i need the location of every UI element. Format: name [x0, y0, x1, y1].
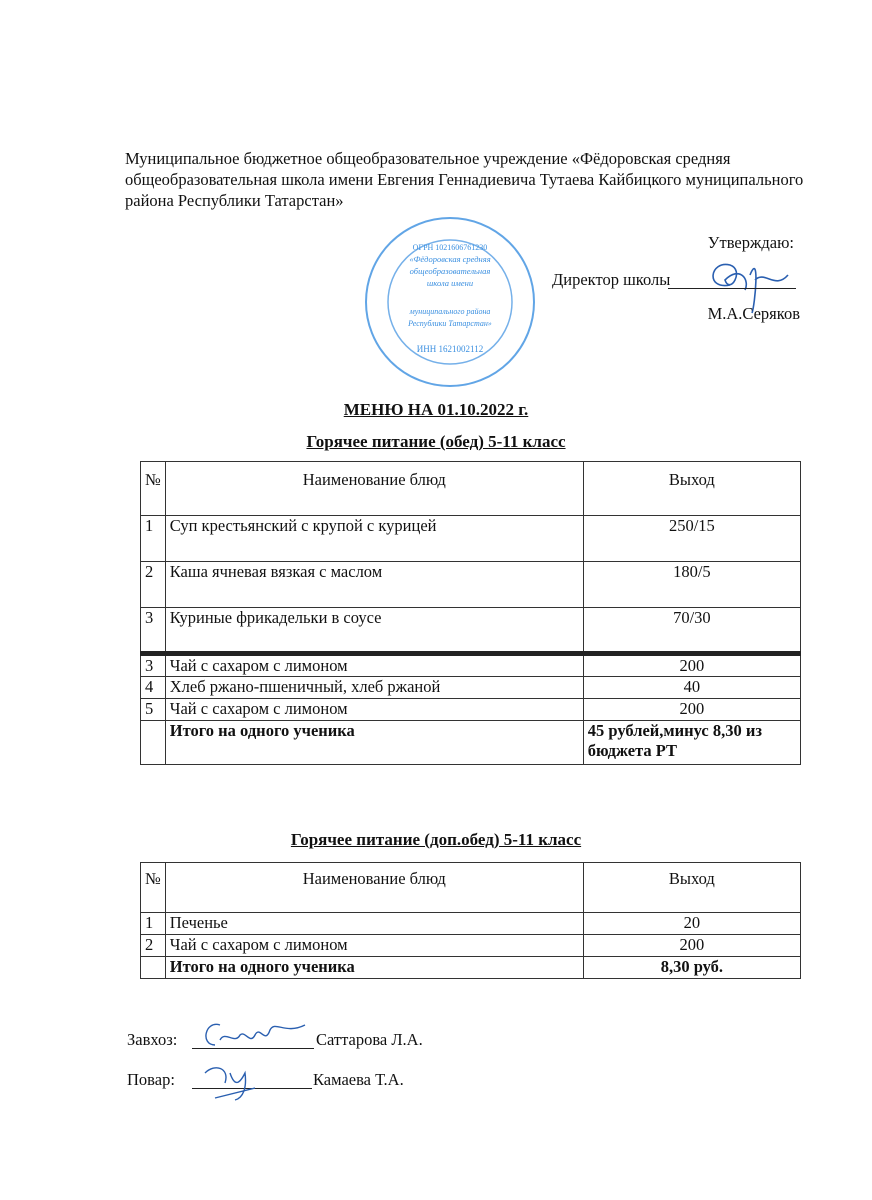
- dish-name: Печенье: [165, 913, 583, 935]
- table-header-row: [141, 462, 801, 516]
- svg-text:общеобразовательная: общеобразовательная: [409, 266, 491, 276]
- total-row: [141, 721, 801, 765]
- cook-role: Повар:: [127, 1070, 175, 1089]
- cook-name: Камаева Т.А.: [313, 1070, 404, 1089]
- dish-output: 70/30: [583, 608, 800, 654]
- row-number: 3: [141, 654, 166, 677]
- svg-text:школа имени: школа имени: [426, 278, 474, 288]
- table-row: [141, 935, 801, 957]
- director-name: М.А.Серяков: [707, 304, 800, 323]
- svg-text:ОГРН 1021606761230: ОГРН 1021606761230: [412, 243, 488, 252]
- dish-name: Чай с сахаром с лимоном: [165, 935, 583, 957]
- table-row: [141, 562, 801, 608]
- table-header-row: [141, 863, 801, 913]
- dish-output: 20: [583, 913, 800, 935]
- table-row: [141, 913, 801, 935]
- total-value: 8,30 руб.: [583, 957, 800, 979]
- row-number: 5: [141, 699, 166, 721]
- total-row: [141, 957, 801, 979]
- storekeeper-signature: [195, 1015, 315, 1055]
- dish-name: Чай с сахаром с лимоном: [165, 654, 583, 677]
- official-stamp: [360, 214, 540, 394]
- header-dish: Наименование блюд: [165, 863, 583, 913]
- section1-title: Горячее питание (обед) 5-11 класс: [306, 432, 566, 451]
- section2-title: Горячее питание (доп.обед) 5-11 класс: [290, 830, 582, 849]
- director-position: Директор школы: [552, 270, 671, 289]
- cook-signature: [195, 1058, 275, 1103]
- total-value: 45 рублей,минус 8,30 из бюджета РТ: [583, 721, 800, 765]
- row-number: 4: [141, 677, 166, 699]
- signature-line: [668, 288, 796, 289]
- header-output: Выход: [583, 462, 800, 516]
- table-row: [141, 677, 801, 699]
- lunch-menu-table: [140, 461, 801, 765]
- dish-output: 200: [583, 935, 800, 957]
- row-number: 1: [141, 913, 166, 935]
- row-number: 1: [141, 516, 166, 562]
- svg-text:Республики Татарстан»: Республики Татарстан»: [408, 319, 492, 328]
- dish-name: Чай с сахаром с лимоном: [165, 699, 583, 721]
- row-number: 2: [141, 935, 166, 957]
- row-number: 3: [141, 608, 166, 654]
- total-label: Итого на одного ученика: [165, 721, 583, 765]
- dish-output: 200: [583, 654, 800, 677]
- header-number: №: [141, 462, 166, 516]
- header-number: №: [141, 863, 166, 913]
- table-row: [141, 699, 801, 721]
- dish-name: Каша ячневая вязкая с маслом: [165, 562, 583, 608]
- table-row: [141, 608, 801, 654]
- dish-name: Куриные фрикадельки в соусе: [165, 608, 583, 654]
- row-number: 2: [141, 562, 166, 608]
- table-row: [141, 516, 801, 562]
- table-row: [141, 654, 801, 677]
- dish-output: 40: [583, 677, 800, 699]
- header-dish: Наименование блюд: [165, 462, 583, 516]
- dish-output: 200: [583, 699, 800, 721]
- dish-name: Хлеб ржано-пшеничный, хлеб ржаной: [165, 677, 583, 699]
- organization-name: Муниципальное бюджетное общеобразовательное учреждение «Фёдоровская средняя общеобразовательная школа имени Евгения Геннадиевича Тутаева Кайбицкого муниципального района Республики Татарстан»: [125, 149, 804, 210]
- storekeeper-name: Саттарова Л.А.: [316, 1030, 423, 1049]
- header-output: Выход: [583, 863, 800, 913]
- dish-name: Суп крестьянский с крупой с курицей: [165, 516, 583, 562]
- storekeeper-role: Завхоз:: [127, 1030, 178, 1049]
- empty-cell: [141, 721, 166, 765]
- approval-label: Утверждаю:: [707, 233, 794, 252]
- empty-cell: [141, 957, 166, 979]
- dish-output: 180/5: [583, 562, 800, 608]
- total-label: Итого на одного ученика: [165, 957, 583, 979]
- svg-text:ИНН 1621002112: ИНН 1621002112: [416, 344, 484, 354]
- extra-lunch-table: [140, 862, 801, 979]
- dish-output: 250/15: [583, 516, 800, 562]
- svg-text:«Фёдоровская средняя: «Фёдоровская средняя: [409, 254, 491, 264]
- svg-text:муниципального района: муниципального района: [409, 307, 491, 316]
- menu-title: МЕНЮ НА 01.10.2022 г.: [343, 400, 529, 419]
